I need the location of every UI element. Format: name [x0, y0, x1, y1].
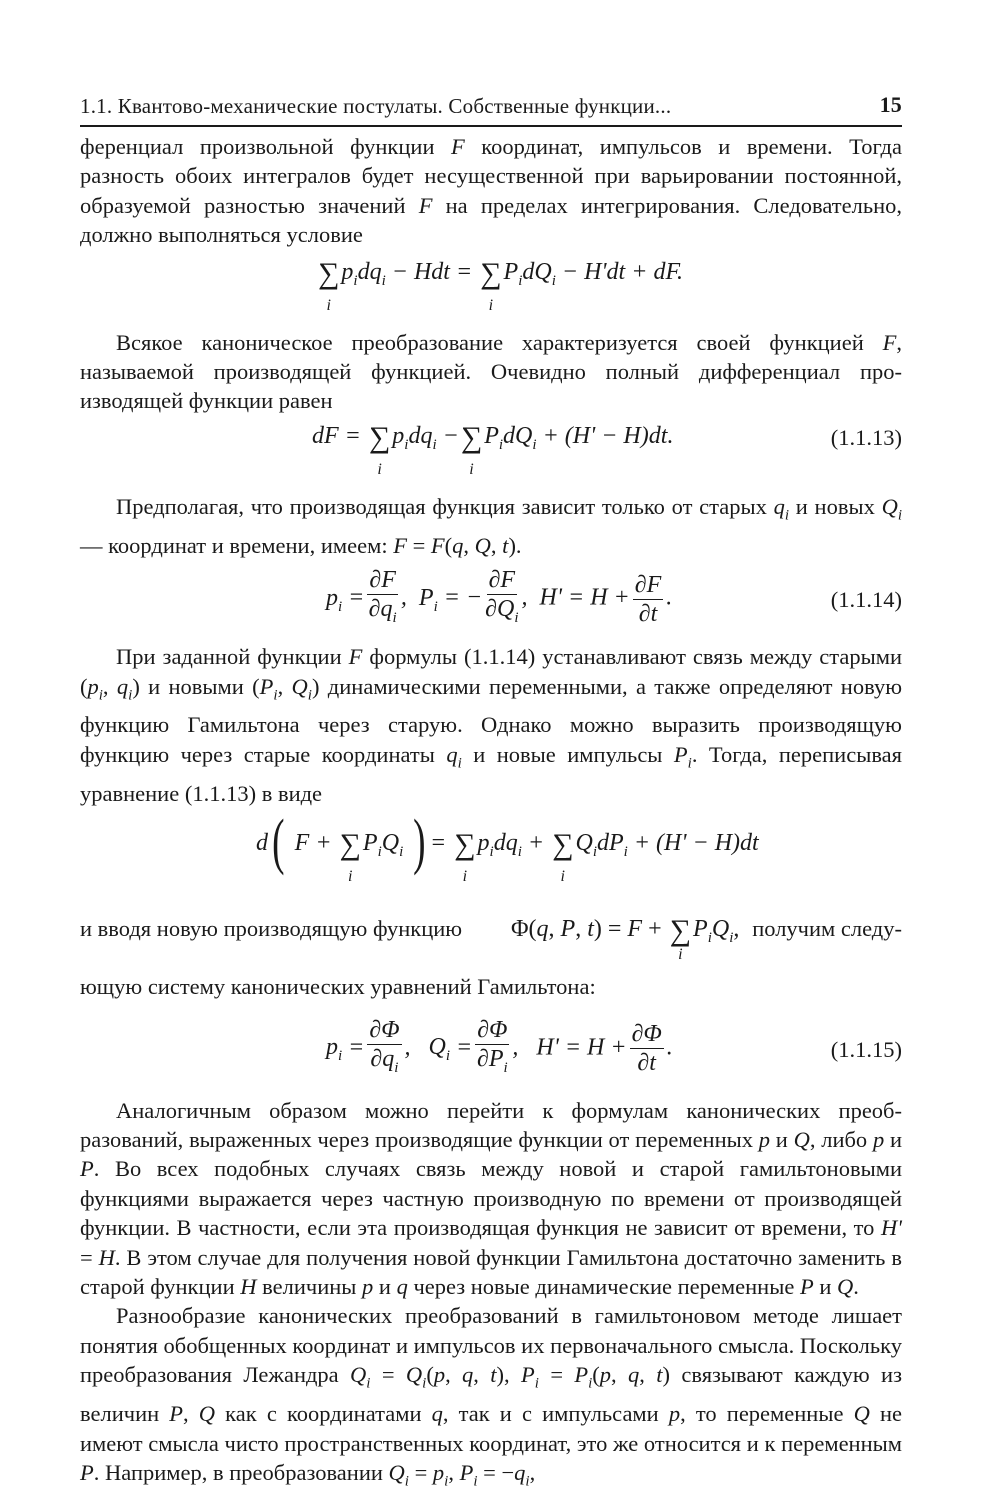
paragraph-5b: получим следу-	[752, 916, 902, 942]
header-title: 1.1. Квантово-механические постулаты. Собственные функции...	[80, 94, 672, 118]
sum-symbol: ∑ i	[552, 828, 574, 886]
paragraph-1: ференциал произвольной функции F координат, импульсов и времени. Тогда разность обоих интегралов будет несущественной при варьировании постоянной, образуемой разностью значений F на пределах интегрирования. Следовательно, должно выполняться условие	[80, 134, 902, 248]
sum-symbol: ∑ i	[339, 828, 361, 886]
fraction: $\frac{\partial\Phi}{\partial q_i}$	[369, 1016, 400, 1076]
equation-1-1-14	[80, 560, 902, 642]
paragraph-6: Аналогичным образом можно перейти к формулам канонических преобразований, выраженных через производящие функции от переменных p и Q, либо p и P. Во всех подобных случаях связь между новой и старой гамильтоновыми функциями выражается через частную производную по времени от производящей функции. В частности, если эта производящая функция не зависит от времени, то H' = H. В этом случае для получения новой функции Гамильтона достаточно заменить в старой функции H величины p и q через новые динамические переменные P и Q.	[80, 1097, 903, 1300]
equation-d-transform	[80, 808, 902, 912]
header-rule	[80, 125, 902, 127]
page	[80, 90, 902, 122]
paragraph-7: Разнообразие канонических преобразований в гамильтоновом методе лишает понятия обобщенных координат и импульсов их первоначального смысла. Поскольку преобразования Лежандра $Q_i = Q_i(p$, q, t), $P_i = P_i(p$, q, t) связывают каждую из величин P, Q как с координатами q, так и с импульсами p, то переменные Q не имеют смысла чисто пространственных координат, это же относится и к переменным P. Например, в преобразовании $Q_i = p_i$, $P_i = -q_i$,	[80, 1303, 903, 1490]
sum-symbol: ∑ i	[480, 256, 502, 314]
equation-1-1-13	[80, 416, 902, 492]
page-number: 15	[879, 92, 902, 117]
sum-symbol: ∑ i	[454, 828, 476, 886]
paragraph-5-line	[80, 912, 902, 972]
equation-tag: (1.1.15)	[830, 1036, 902, 1062]
equation-1-1-14-body: $p_i$ = $\frac{\partial F}{\partial q_i}$ , $P_i$ = − $\frac{\partial F}{\partial Q_i}$ , H' = H + $\frac{\partial F}{\partial t}$ .	[326, 566, 672, 632]
equation-tag: (1.1.13)	[830, 424, 902, 450]
page-body	[80, 132, 902, 1497]
equation-inline-phi: Φ(q, P, t) = F + ∑ i $P_iQ_i$,	[511, 914, 740, 964]
equation-1-1-15	[80, 1008, 902, 1096]
equation-d-transform-body: d( F + ∑ i $P_iQ_i$ ) = ∑ i $p_idq_i$ + ∑ i $Q_idP_i + (H' - H)dt$	[256, 808, 759, 886]
fraction: $\frac{\partial F}{\partial t}$	[634, 571, 662, 627]
fraction: $\frac{\partial F}{\partial Q_i}$	[485, 567, 519, 626]
sum-symbol: ∑ i	[669, 914, 692, 964]
equation-condition	[80, 250, 902, 328]
paragraph-2: Всякое каноническое преобразование характеризуется своей функцией F, называемой производящей функцией. Очевидно полный дифференциал производящей функции равен	[80, 329, 902, 414]
equation-condition-body: ∑ i $p_idq_i$ − Hdt = ∑ i $P_idQ_i - H'dt$ + dF.	[318, 256, 684, 314]
equation-1-1-15-body: $p_i$ = $\frac{\partial\Phi}{\partial q_i}$ , $Q_i$ = $\frac{\partial\Phi}{\partial P_i}$ , H' = H + $\frac{\partial\Phi}{\partial t}$ .	[326, 1016, 673, 1082]
paragraph-4: При заданной функции F формулы (1.1.14) устанавливают связь между старыми ($p_i$, $q_i$) и новыми ($P_i$, $Q_i$) динамическими переменными, а также определяют новую функцию Гамильтона через старую. Однако можно выразить производящую функцию через старые координаты $q_i$ и новые импульсы $P_i$. Тогда, переписывая уравнение (1.1.13) в виде	[80, 644, 903, 806]
fraction: $\frac{\partial\Phi}{\partial P_i}$	[476, 1016, 508, 1076]
paragraph-5c: ющую систему канонических уравнений Гамильтона:	[80, 974, 596, 1000]
sum-symbol: ∑ i	[318, 256, 340, 314]
sum-symbol: ∑ i	[460, 420, 483, 478]
fraction: $\frac{\partial\Phi}{\partial t}$	[631, 1020, 662, 1076]
paragraph-5a: и вводя новую производящую функцию	[80, 916, 463, 942]
equation-1-1-13-body: dF = ∑ i $p_idq_i$ −∑ i $P_idQ_i + (H' - H)dt$.	[312, 420, 674, 478]
equation-tag: (1.1.14)	[830, 587, 902, 613]
fraction: $\frac{\partial F}{\partial q_i}$	[368, 567, 397, 626]
sum-symbol: ∑ i	[368, 420, 391, 478]
paragraph-3: Предполагая, что производящая функция зависит только от старых $q_i$ и новых $Q_i$ — координат и времени, имеем: F = F(q, Q, t).	[80, 493, 902, 558]
running-header	[80, 90, 902, 122]
